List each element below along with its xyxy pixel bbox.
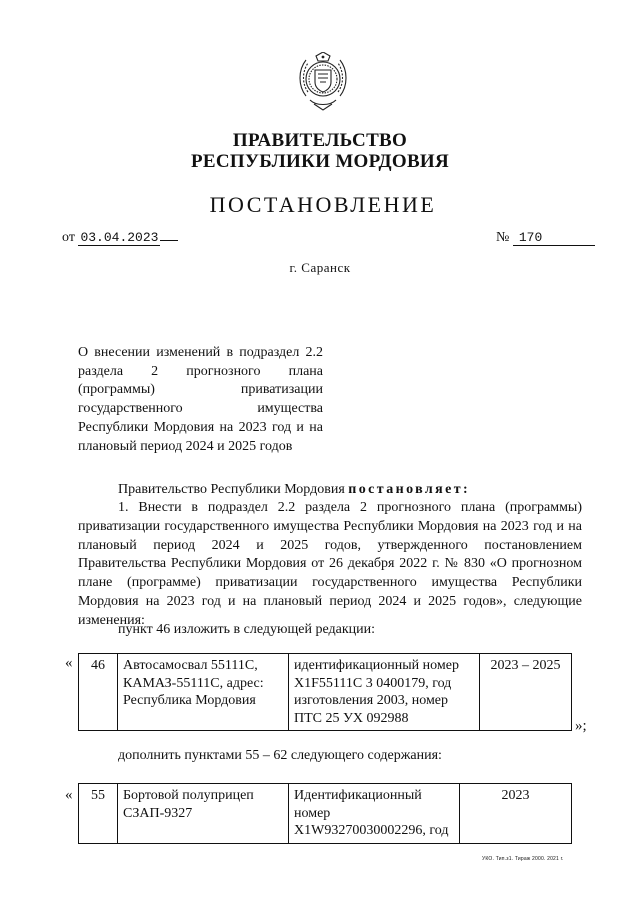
item46-intro: пункт 46 изложить в следующей редакции: — [118, 622, 375, 637]
item-period-cell: 2023 — [460, 784, 572, 844]
document-type-title: ПОСТАНОВЛЕНИЕ — [209, 192, 437, 217]
paragraph-1: 1. Внести в подраздел 2.2 раздела 2 прогнозного плана (программы) приватизации государственного имущества Республики Мордовия на 2023 год и на плановый период 2024 и 2025 годов, утвержденного постановлением Правительства Республики Мордовия от 26 декабря 2022 г. № 830 «О прогнозном плане (программе) приватизации государственного имущества Республики Мордовия на 2023 год и на плановый период 2024 и 2025 годов», следующие изменения: — [78, 500, 582, 628]
coat-of-arms-emblem — [296, 52, 350, 114]
item-name-cell: Автосамосвал 55111С, КАМАЗ-55111С, адрес: Республика Мордовия — [118, 654, 289, 731]
item-name-cell: Бортовой полуприцеп СЗАП-9327 — [118, 784, 289, 844]
decree-number: 170 — [513, 230, 595, 246]
opening-quote-1: « — [65, 655, 73, 671]
preamble-paragraph — [78, 481, 582, 500]
item-period-cell: 2023 – 2025 — [480, 654, 572, 731]
decree-subject: О внесении изменений в подраздел 2.2 раздела 2 прогнозного плана (программы) приватизации государственного имущества Республики Мордовия на 2023 год и на плановый период 2024 и 2025 годов — [78, 345, 323, 454]
table-row — [79, 654, 572, 731]
number-prefix: № — [496, 230, 510, 245]
item-identification-cell: Идентификационный номер X1W93270030002296, год — [289, 784, 460, 844]
print-footer: УКО. Тип.з1. Тираж 2000. 2021 г. — [482, 856, 564, 862]
item-number-cell: 55 — [79, 784, 118, 844]
city-line: г. Саранск — [289, 260, 351, 275]
date-underline — [160, 230, 178, 241]
item-55-table — [78, 783, 572, 844]
item-number-cell: 46 — [79, 654, 118, 731]
closing-quote-1: »; — [575, 718, 587, 734]
item-46-table — [78, 653, 572, 731]
decree-date: 03.04.2023 — [80, 230, 159, 245]
preamble-text: Правительство Республики Мордовия — [118, 482, 345, 497]
item-identification-cell: идентификационный номер Х1F55111С 3 0400179, год изготовления 2003, номер ПТС 25 УХ 092988 — [289, 654, 480, 731]
government-title-line2: РЕСПУБЛИКИ МОРДОВИЯ — [190, 151, 450, 172]
decree-number-line — [496, 230, 595, 246]
table-row — [79, 784, 572, 844]
government-title-line1: ПРАВИТЕЛЬСТВО — [232, 130, 408, 151]
decrees-word: постановляет: — [348, 482, 471, 497]
date-prefix: от — [62, 230, 75, 245]
add-items-intro: дополнить пунктами 55 – 62 следующего содержания: — [118, 748, 442, 763]
opening-quote-2: « — [65, 787, 73, 803]
decree-date-line — [62, 230, 178, 246]
